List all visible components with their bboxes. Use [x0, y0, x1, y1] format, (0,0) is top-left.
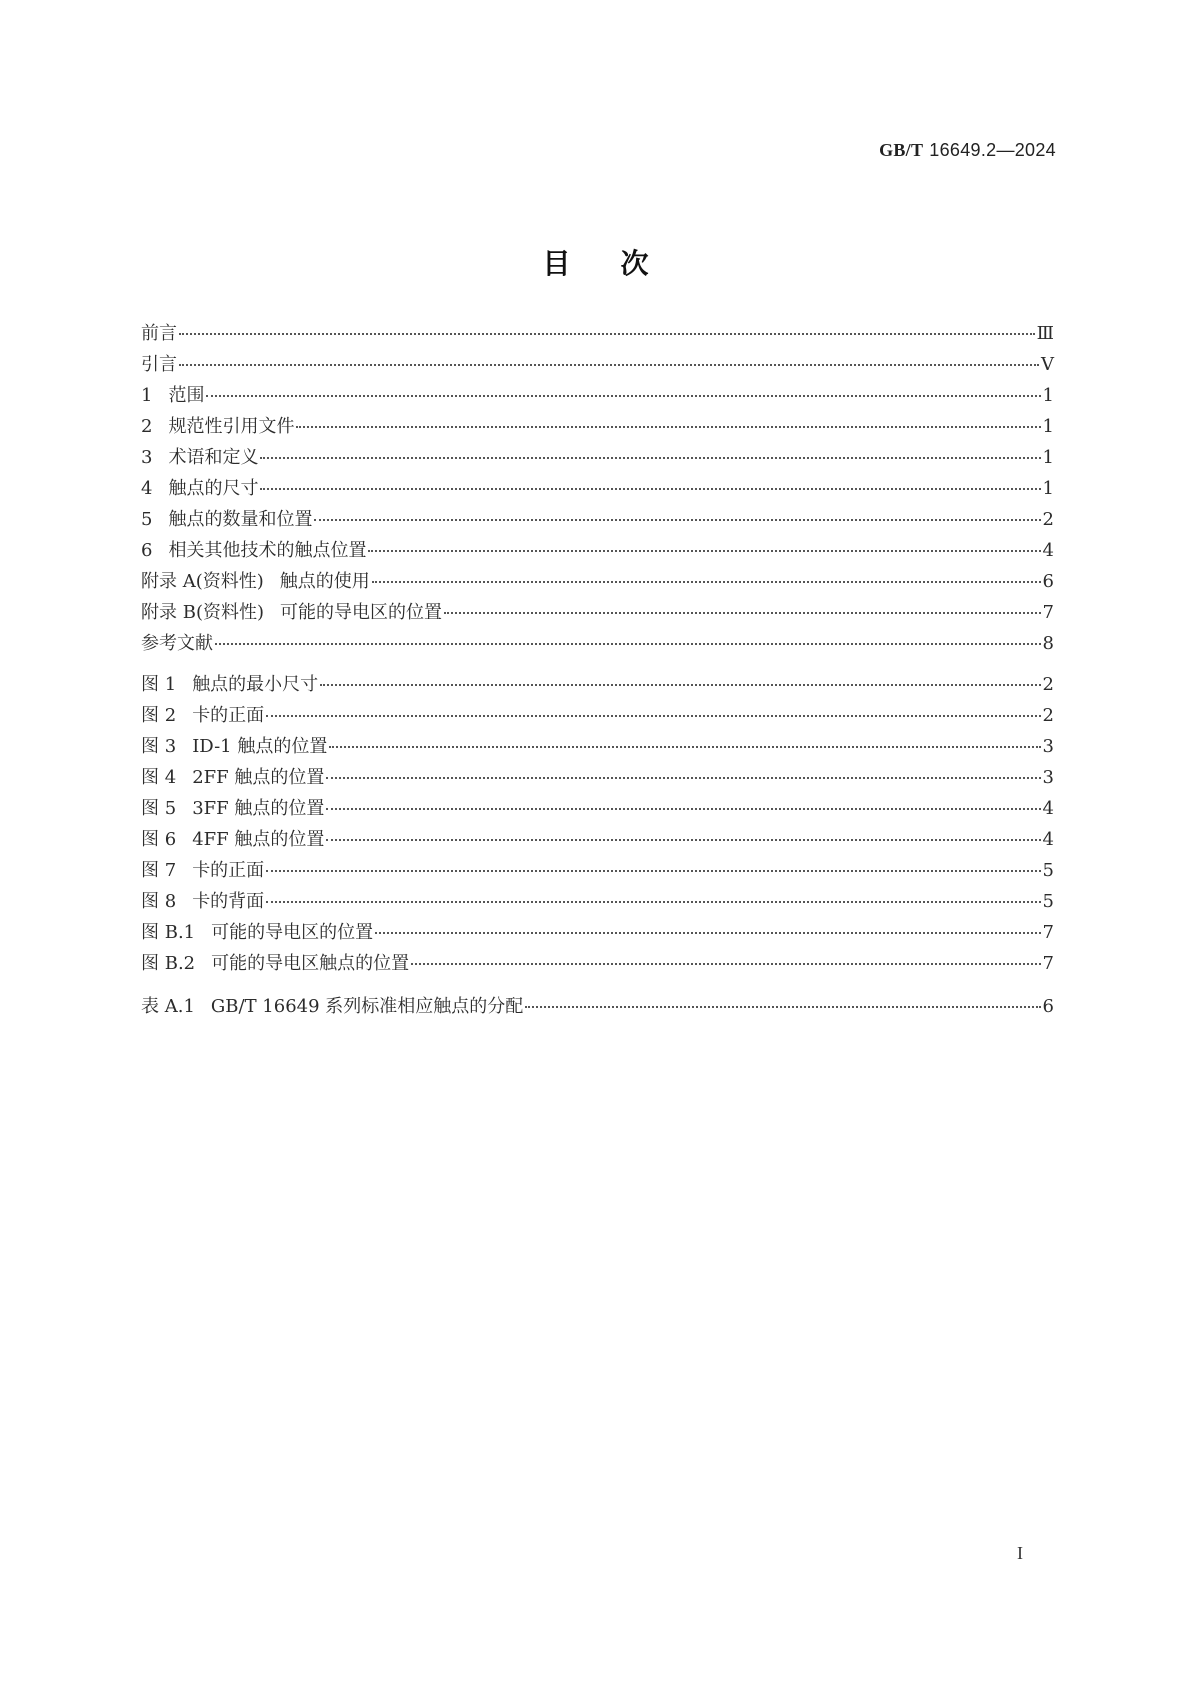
toc-figure-list [141, 670, 1054, 980]
toc-entry-title: 4FF 触点的位置 [192, 829, 325, 850]
toc-entry[interactable] [141, 598, 1054, 629]
toc-entry-page: 8 [1042, 633, 1054, 654]
toc-entry-label [141, 381, 204, 407]
toc-dot-leader [444, 612, 1041, 614]
toc-main-list [141, 319, 1054, 660]
toc-entry-number: 图 6 [141, 829, 177, 850]
toc-dot-leader [260, 457, 1040, 459]
toc-entry-title: 可能的导电区触点的位置 [211, 953, 410, 974]
toc-entry-label [141, 670, 318, 696]
toc-entry-title: 可能的导电区的位置 [280, 602, 442, 623]
toc-entry-label [141, 350, 177, 376]
standard-code: 16649.2—2024 [929, 140, 1056, 160]
toc-entry-label [141, 505, 312, 531]
toc-entry-title: ID-1 触点的位置 [192, 736, 328, 757]
standard-prefix: GB/T [879, 140, 924, 160]
toc-entry-page: 7 [1042, 953, 1054, 974]
toc-entry-number: 4 [141, 478, 153, 499]
toc-entry[interactable] [141, 567, 1054, 598]
toc-dot-leader [296, 426, 1040, 428]
toc-dot-leader [326, 808, 1040, 810]
toc-entry-page: Ⅲ [1036, 323, 1054, 344]
toc-entry[interactable] [141, 732, 1054, 763]
toc-entry-page: 5 [1042, 891, 1054, 912]
toc-dot-leader [266, 715, 1040, 717]
toc-entry-label [141, 918, 373, 944]
toc-entry-number: 图 B.2 [141, 953, 196, 974]
toc-dot-leader [260, 488, 1040, 490]
toc-entry-page: 5 [1042, 860, 1054, 881]
toc-dot-leader [372, 581, 1041, 583]
toc-entry-title: 卡的正面 [192, 705, 265, 726]
toc-entry-label [141, 443, 258, 469]
toc-entry-title: 引言 [141, 354, 177, 375]
toc-entry-label [141, 567, 370, 593]
toc-dot-leader [266, 901, 1040, 903]
toc-dot-leader [314, 519, 1040, 521]
toc-entry[interactable] [141, 887, 1054, 918]
toc-entry-page: 3 [1042, 736, 1054, 757]
toc-entry[interactable] [141, 701, 1054, 732]
toc-entry-page: 7 [1042, 922, 1054, 943]
toc-entry-page: 1 [1042, 416, 1054, 437]
toc-entry[interactable] [141, 505, 1054, 536]
toc-entry-title: 规范性引用文件 [168, 416, 295, 437]
toc-entry-title: 触点的最小尺寸 [192, 674, 319, 695]
toc-entry-page: 1 [1042, 447, 1054, 468]
toc-entry[interactable] [141, 536, 1054, 567]
toc-dot-leader [206, 395, 1040, 397]
toc-entry[interactable] [141, 949, 1054, 980]
toc-entry[interactable] [141, 670, 1054, 701]
toc-table-list [141, 992, 1054, 1023]
toc-entry-page: Ⅴ [1041, 354, 1054, 375]
toc-entry[interactable] [141, 794, 1054, 825]
toc-entry-label [141, 949, 409, 975]
toc-entry-number: 图 1 [141, 674, 177, 695]
toc-entry-number: 图 4 [141, 767, 177, 788]
toc-entry-label [141, 887, 264, 913]
toc-entry-page: 4 [1042, 798, 1054, 819]
toc-entry[interactable] [141, 918, 1054, 949]
toc-entry-number: 图 8 [141, 891, 177, 912]
toc-dot-leader [411, 963, 1040, 965]
toc-entry[interactable] [141, 992, 1054, 1023]
toc-entry-number: 图 5 [141, 798, 177, 819]
toc-entry-title: 范围 [168, 385, 205, 406]
toc-dot-leader [329, 746, 1040, 748]
toc-entry-title: 触点的数量和位置 [168, 509, 313, 530]
standard-number [879, 140, 1056, 161]
toc-entry-label [141, 701, 264, 727]
toc-entry-number: 图 3 [141, 736, 177, 757]
toc-entry-title: 可能的导电区的位置 [211, 922, 374, 943]
toc-entry-title: 术语和定义 [168, 447, 259, 468]
toc-entry[interactable] [141, 319, 1054, 350]
toc-entry-page: 1 [1042, 478, 1054, 499]
page-number: I [1017, 1543, 1023, 1563]
toc-entry-title: GB/T 16649 系列标准相应触点的分配 [210, 996, 524, 1017]
toc-entry-label [141, 536, 366, 562]
toc-entry[interactable] [141, 629, 1054, 660]
toc-entry-number: 附录 B(资料性) [141, 602, 264, 623]
toc-entry-label [141, 856, 264, 882]
toc-entry-title: 相关其他技术的触点位置 [168, 540, 367, 561]
toc-dot-leader [215, 643, 1041, 645]
toc-dot-leader [375, 932, 1040, 934]
toc-dot-leader [320, 684, 1040, 686]
toc-dot-leader [368, 550, 1040, 552]
toc-entry-page: 2 [1042, 674, 1054, 695]
toc-entry[interactable] [141, 825, 1054, 856]
toc-entry[interactable] [141, 381, 1054, 412]
toc-entry-page: 6 [1042, 571, 1054, 592]
toc-entry-number: 图 2 [141, 705, 177, 726]
toc-entry-label [141, 412, 294, 438]
toc-entry-number: 图 7 [141, 860, 177, 881]
toc-dot-leader [525, 1006, 1040, 1008]
toc-entry-title: 前言 [141, 323, 177, 344]
toc-entry-number: 1 [141, 385, 153, 406]
toc-entry[interactable] [141, 474, 1054, 505]
page-title: 目次 [542, 247, 699, 280]
toc-entry-number: 附录 A(资料性) [141, 571, 264, 592]
toc-entry-label [141, 629, 213, 655]
toc-dot-leader [179, 364, 1039, 366]
toc-entry-title: 3FF 触点的位置 [192, 798, 325, 819]
toc-entry-page: 4 [1042, 540, 1054, 561]
toc-entry-label [141, 794, 324, 820]
toc-entry-page: 4 [1042, 829, 1054, 850]
toc-entry-title: 触点的使用 [279, 571, 370, 592]
toc-dot-leader [266, 870, 1040, 872]
toc-entry-title: 卡的正面 [192, 860, 265, 881]
toc-entry[interactable] [141, 443, 1054, 474]
toc-entry-label [141, 992, 523, 1018]
toc-entry-title: 卡的背面 [192, 891, 265, 912]
toc-entry-number: 图 B.1 [141, 922, 196, 943]
toc-entry-number: 表 A.1 [141, 996, 195, 1017]
toc-dot-leader [326, 777, 1040, 779]
toc-entry-page: 3 [1042, 767, 1054, 788]
toc-entry-page: 1 [1042, 385, 1054, 406]
toc-entry[interactable] [141, 856, 1054, 887]
toc-entry-title: 参考文献 [141, 633, 213, 654]
toc-entry-number: 2 [141, 416, 153, 437]
toc-entry-title: 2FF 触点的位置 [192, 767, 325, 788]
toc-entry-title: 触点的尺寸 [168, 478, 259, 499]
toc-entry-page: 7 [1042, 602, 1054, 623]
toc-entry-page: 2 [1042, 509, 1054, 530]
toc-dot-leader [326, 839, 1040, 841]
toc-entry-label [141, 319, 177, 345]
toc-entry-label [141, 763, 324, 789]
toc-entry-label [141, 598, 442, 624]
toc-entry[interactable] [141, 412, 1054, 443]
toc-entry-label [141, 732, 327, 758]
toc-entry-number: 5 [141, 509, 153, 530]
toc-entry-page: 6 [1042, 996, 1054, 1017]
toc-entry[interactable] [141, 763, 1054, 794]
toc-entry-label [141, 474, 258, 500]
toc-entry[interactable] [141, 350, 1054, 381]
toc-entry-label [141, 825, 324, 851]
toc-entry-page: 2 [1042, 705, 1054, 726]
toc-dot-leader [179, 333, 1035, 335]
toc-entry-number: 3 [141, 447, 153, 468]
toc-entry-number: 6 [141, 540, 153, 561]
